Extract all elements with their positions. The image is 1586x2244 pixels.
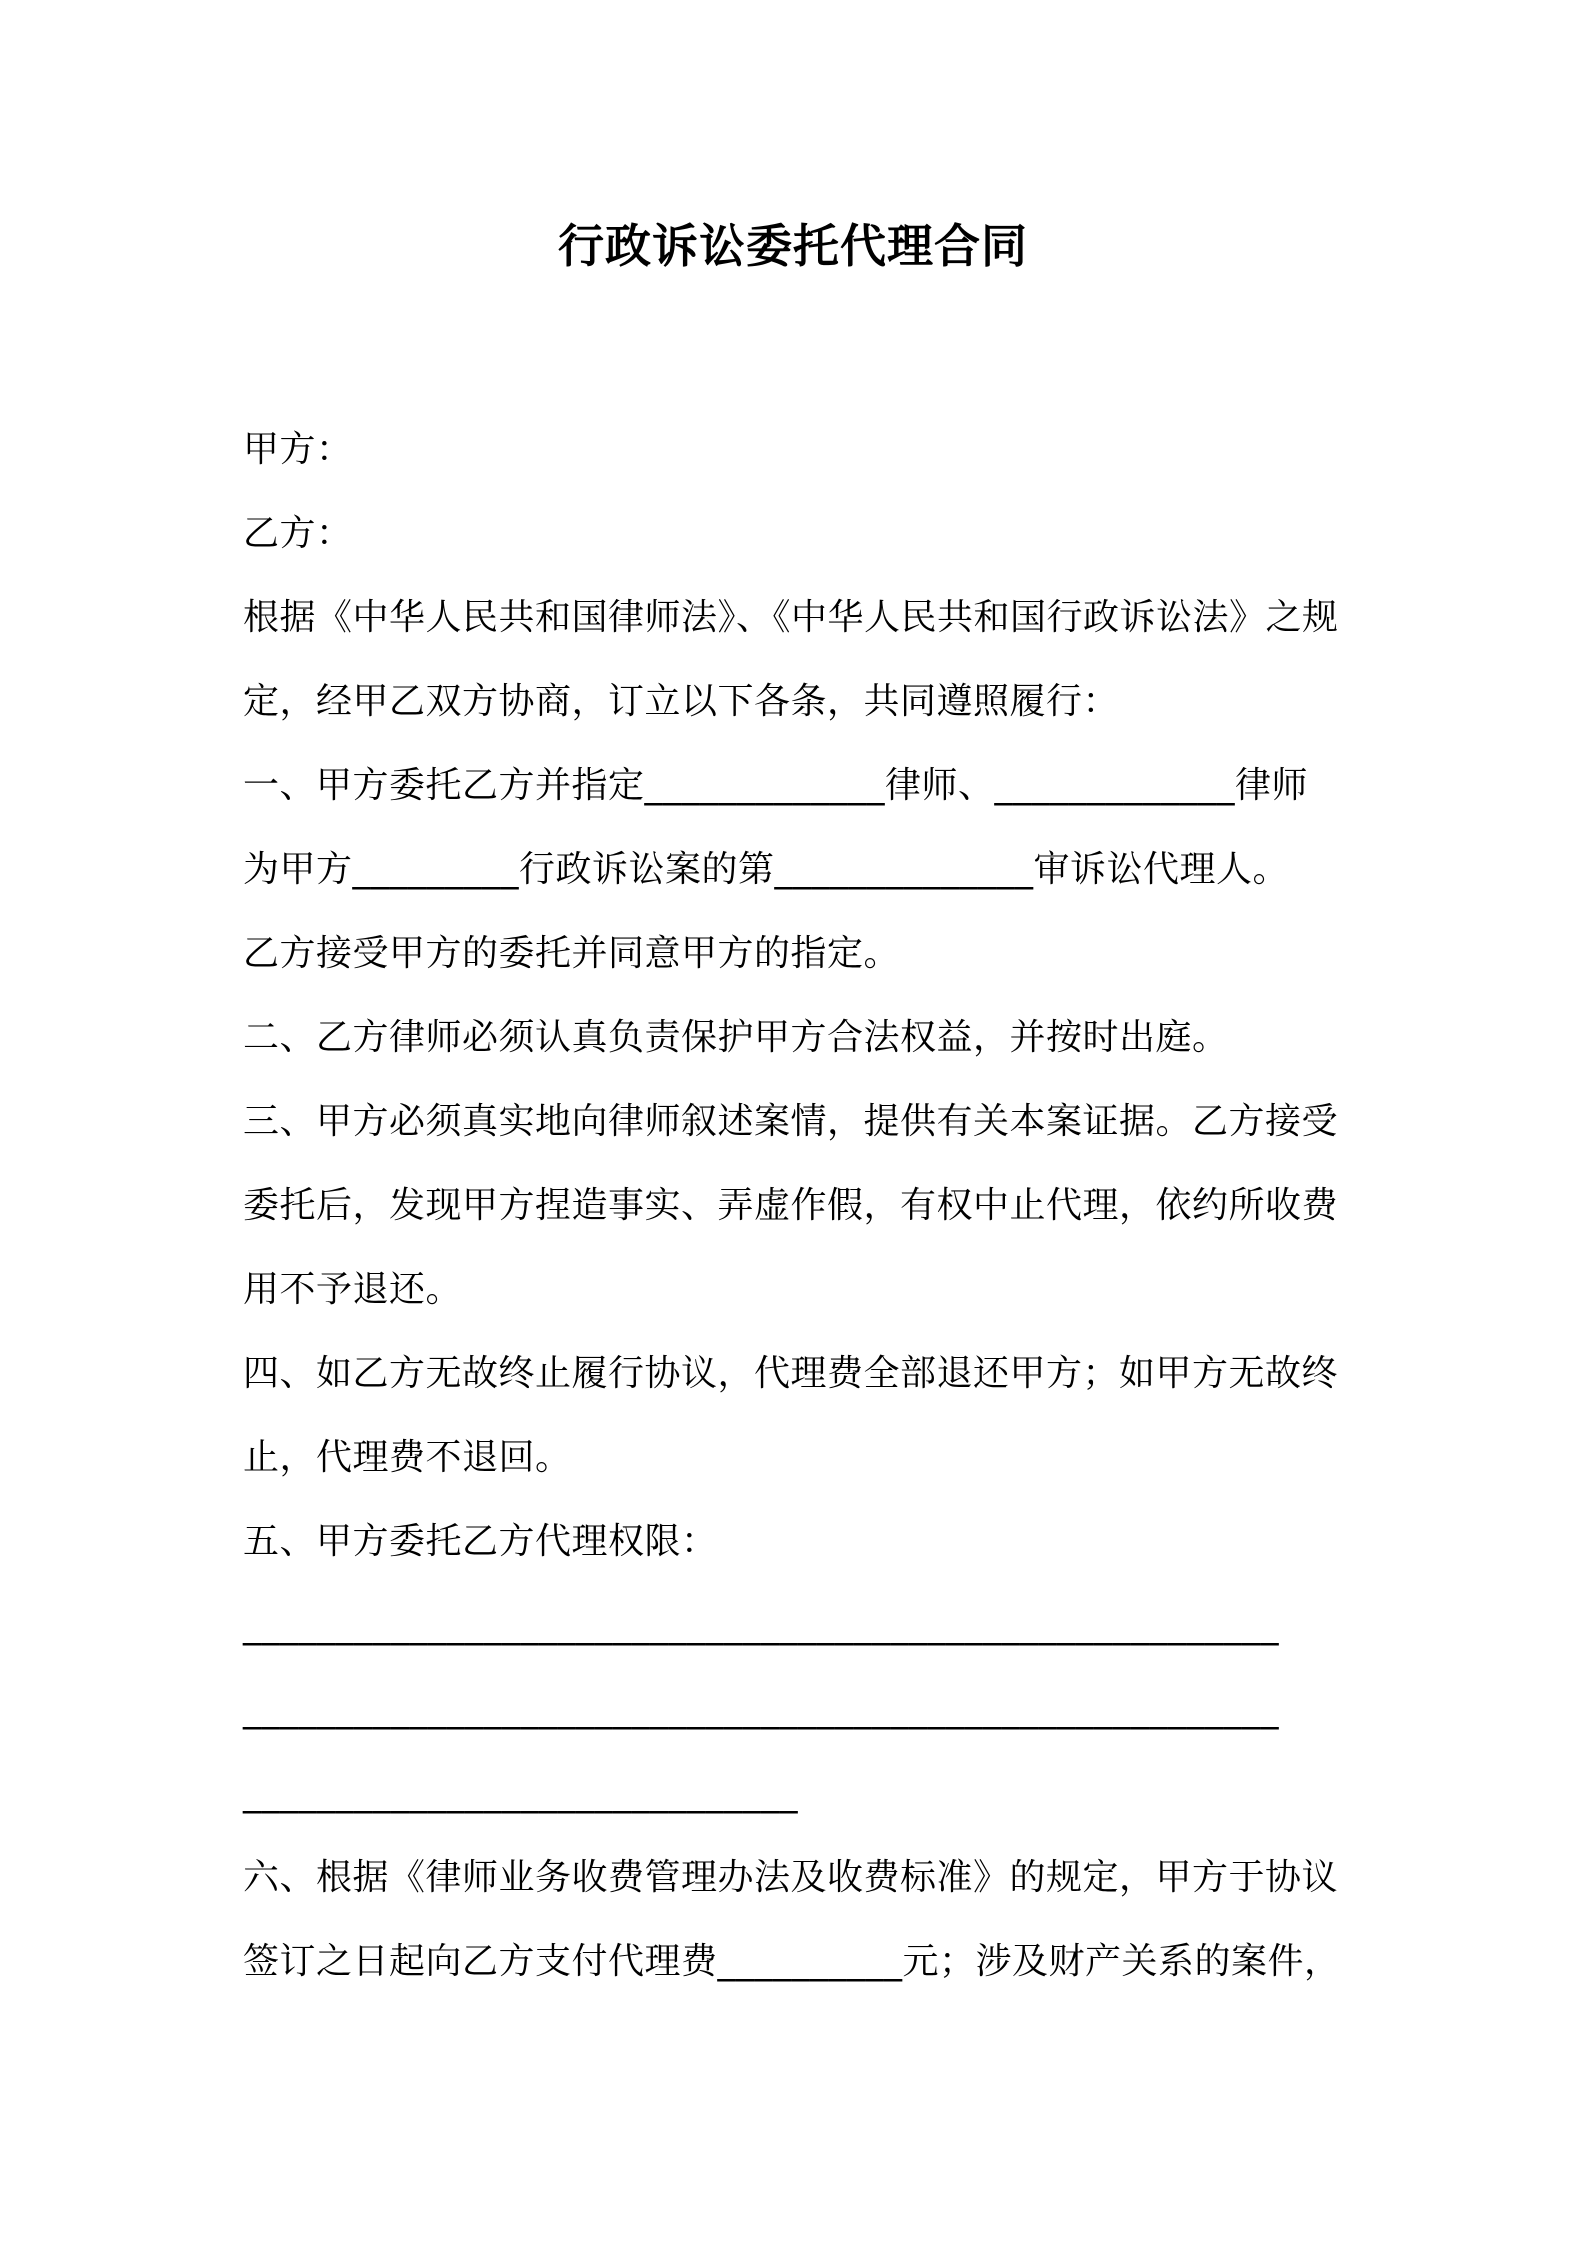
clause-1-line: 为甲方_________行政诉讼案的第______________审诉讼代理人。 xyxy=(243,849,1290,890)
clause-6-line: 签订之日起向乙方支付代理费__________元；涉及财产关系的案件， xyxy=(243,1941,1341,1982)
clause-5-line: 五、甲方委托乙方代理权限： xyxy=(243,1521,718,1562)
clause-3-line: 三、甲方必须真实地向律师叙述案情，提供有关本案证据。乙方接受 xyxy=(243,1101,1339,1142)
clause-4-line: 止，代理费不退回。 xyxy=(243,1437,572,1478)
clause-2-line: 二、乙方律师必须认真负责保护甲方合法权益，并按时出庭。 xyxy=(243,1017,1229,1058)
preamble-line: 定，经甲乙双方协商，订立以下各条，共同遵照履行： xyxy=(243,681,1120,722)
party-a-line: 甲方： xyxy=(243,429,353,470)
clause-1-line: 一、甲方委托乙方并指定_____________律师、_____________律师 xyxy=(243,765,1309,806)
document-body xyxy=(243,408,1373,2004)
blank-fill-line: ______________________________ xyxy=(243,1773,798,1814)
clause-3-line: 用不予退还。 xyxy=(243,1269,463,1310)
preamble-line: 根据《中华人民共和国律师法》、《中华人民共和国行政诉讼法》之规 xyxy=(243,597,1339,638)
document-title: 行政诉讼委托代理合同 xyxy=(558,219,1028,273)
blank-fill-line: ________________________________________________________ xyxy=(243,1605,1279,1646)
clause-1-line: 乙方接受甲方的委托并同意甲方的指定。 xyxy=(243,933,901,974)
clause-6-line: 六、根据《律师业务收费管理办法及收费标准》的规定，甲方于协议 xyxy=(243,1857,1339,1898)
party-b-line: 乙方： xyxy=(243,513,353,554)
blank-fill-line: ________________________________________________________ xyxy=(243,1689,1279,1730)
clause-4-line: 四、如乙方无故终止履行协议，代理费全部退还甲方；如甲方无故终 xyxy=(243,1353,1339,1394)
clause-3-line: 委托后，发现甲方捏造事实、弄虚作假，有权中止代理，依约所收费 xyxy=(243,1185,1339,1226)
